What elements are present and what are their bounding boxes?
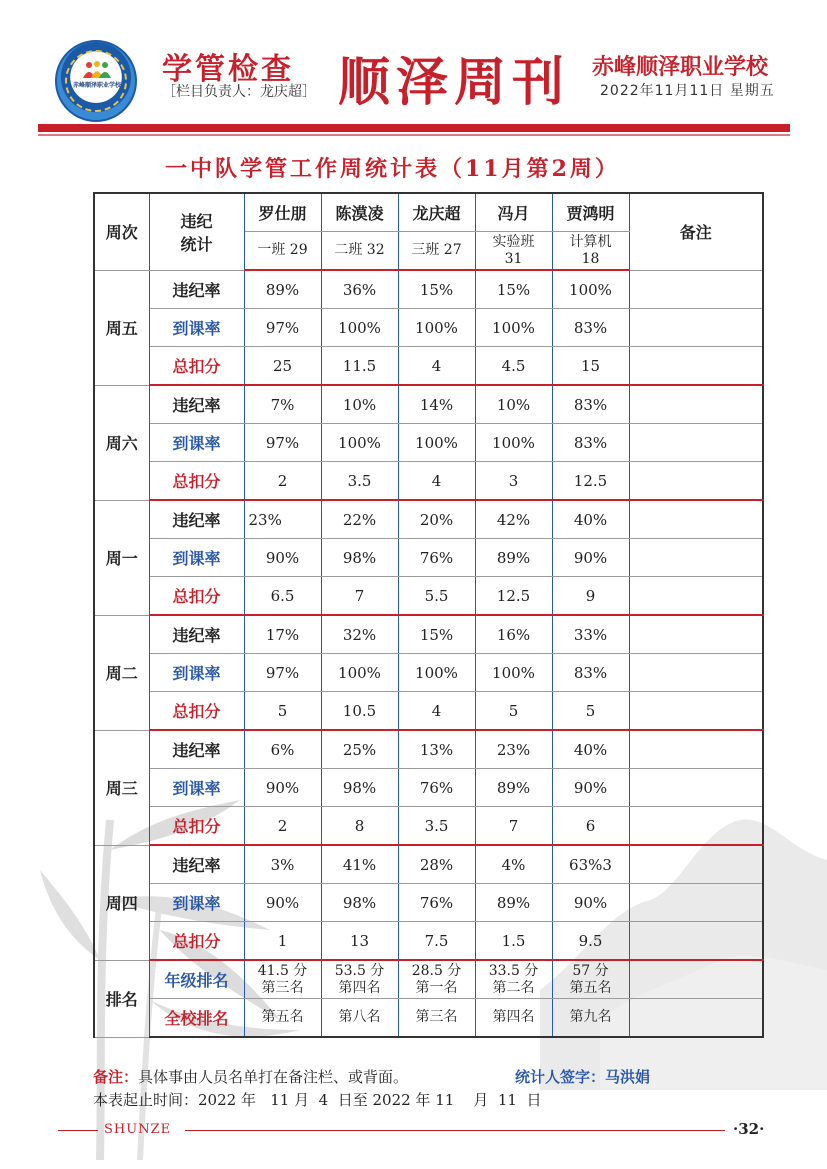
day-label: 周二 — [94, 615, 149, 730]
value-cell: 22% — [321, 500, 398, 539]
value-cell: 76% — [398, 539, 475, 577]
value-cell: 2 — [244, 807, 321, 846]
table-row — [94, 424, 763, 462]
rank-label: 排名 — [94, 960, 149, 1037]
value-cell: 42% — [475, 500, 552, 539]
grade-rank-line: 28.5 分 — [411, 962, 462, 979]
value-cell: 40% — [552, 500, 629, 539]
grade-rank-line: 第四名 — [338, 979, 381, 996]
person-name: 陈漠凌 — [321, 193, 398, 232]
value-cell: 90% — [244, 884, 321, 922]
class-label: 31 — [504, 250, 523, 267]
value-cell: 83% — [552, 654, 629, 692]
value-cell: 3.5 — [321, 462, 398, 501]
header-divider — [38, 124, 790, 132]
value-cell: 2 — [244, 462, 321, 501]
table-row — [94, 845, 763, 884]
page-number: ·32· — [733, 1120, 765, 1138]
remark-cell — [629, 385, 763, 424]
logo-text: 赤峰顺泽职业学校 — [72, 82, 121, 89]
value-cell: 10% — [321, 385, 398, 424]
value-cell: 41% — [321, 845, 398, 884]
class-cell — [244, 232, 321, 271]
value-cell: 16% — [475, 615, 552, 654]
grade-rank-label: 年级排名 — [149, 960, 244, 999]
value-cell: 1.5 — [475, 922, 552, 961]
remark-cell — [629, 577, 763, 616]
class-label: 一班 29 — [257, 242, 308, 258]
remark-cell — [629, 270, 763, 309]
value-cell: 100% — [321, 424, 398, 462]
metric-label: 总扣分 — [149, 807, 244, 846]
remark-cell — [629, 462, 763, 501]
value-cell: 17% — [244, 615, 321, 654]
table-row — [94, 347, 763, 386]
value-cell: 83% — [552, 385, 629, 424]
metric-label: 违纪率 — [149, 615, 244, 654]
value-cell: 3.5 — [398, 807, 475, 846]
remark-note — [93, 1066, 408, 1087]
value-cell: 6 — [552, 807, 629, 846]
value-cell: 89% — [475, 539, 552, 577]
school-rank-cell: 第八名 — [321, 999, 398, 1038]
value-cell: 23% — [244, 500, 321, 539]
metric-label: 总扣分 — [149, 922, 244, 961]
value-cell: 100% — [398, 309, 475, 347]
value-cell: 7% — [244, 385, 321, 424]
stat-header — [149, 193, 244, 270]
value-cell: 14% — [398, 385, 475, 424]
value-cell: 5 — [552, 692, 629, 731]
person-name: 贾鸿明 — [552, 193, 629, 232]
metric-label: 违纪率 — [149, 845, 244, 884]
table-row — [94, 692, 763, 731]
metric-label: 到课率 — [149, 309, 244, 347]
class-cell — [321, 232, 398, 271]
remark-cell — [629, 692, 763, 731]
value-cell: 100% — [321, 309, 398, 347]
table-row — [94, 539, 763, 577]
grade-rank-line: 第一名 — [415, 979, 458, 996]
school-rank-cell: 第四名 — [475, 999, 552, 1038]
issue-date: 2022年11月11日 星期五 — [600, 83, 775, 99]
stat-header-line: 统计 — [180, 234, 213, 254]
table-row — [94, 769, 763, 807]
metric-label: 总扣分 — [149, 462, 244, 501]
value-cell: 23% — [475, 730, 552, 769]
remark-cell — [629, 884, 763, 922]
metric-label: 违纪率 — [149, 385, 244, 424]
table-title: 一中队学管工作周统计表（11月第2周） — [165, 156, 620, 182]
value-cell: 4% — [475, 845, 552, 884]
table-row — [94, 462, 763, 501]
table-row — [94, 654, 763, 692]
value-cell: 33% — [552, 615, 629, 654]
table-row — [94, 807, 763, 846]
value-cell: 89% — [475, 769, 552, 807]
value-cell: 100% — [475, 654, 552, 692]
value-cell: 10% — [475, 385, 552, 424]
metric-label: 违纪率 — [149, 500, 244, 539]
value-cell: 9 — [552, 577, 629, 616]
value-cell: 90% — [552, 539, 629, 577]
magazine-title: 顺泽周刊 — [338, 52, 571, 113]
value-cell: 83% — [552, 309, 629, 347]
footer-rule-left — [58, 1130, 98, 1131]
remark-cell — [629, 845, 763, 884]
value-cell: 90% — [244, 539, 321, 577]
grade-rank-cell — [321, 960, 398, 999]
value-cell: 13% — [398, 730, 475, 769]
person-name: 龙庆超 — [398, 193, 475, 232]
value-cell: 97% — [244, 424, 321, 462]
value-cell: 8 — [321, 807, 398, 846]
value-cell: 7.5 — [398, 922, 475, 961]
value-cell: 90% — [552, 769, 629, 807]
school-rank-label: 全校排名 — [149, 999, 244, 1038]
value-cell: 5.5 — [398, 577, 475, 616]
class-label: 实验班 — [492, 233, 535, 250]
page-header — [0, 0, 827, 140]
value-cell: 76% — [398, 769, 475, 807]
grade-rank-line: 第二名 — [492, 979, 535, 996]
rank-row-school — [94, 999, 763, 1038]
value-cell: 6% — [244, 730, 321, 769]
value-cell: 100% — [552, 270, 629, 309]
value-cell: 12.5 — [475, 577, 552, 616]
footer-rule-right — [185, 1130, 725, 1131]
metric-label: 总扣分 — [149, 692, 244, 731]
table-row — [94, 309, 763, 347]
grade-rank-line: 33.5 分 — [488, 962, 539, 979]
grade-rank-cell — [244, 960, 321, 999]
value-cell: 76% — [398, 884, 475, 922]
value-cell: 1 — [244, 922, 321, 961]
value-cell: 89% — [244, 270, 321, 309]
value-cell: 5 — [244, 692, 321, 731]
school-rank-cell: 第五名 — [244, 999, 321, 1038]
grade-rank-line: 53.5 分 — [334, 962, 385, 979]
value-cell: 4 — [398, 347, 475, 386]
week-header: 周次 — [94, 193, 149, 270]
value-cell: 97% — [244, 654, 321, 692]
metric-label: 总扣分 — [149, 347, 244, 386]
remark-cell — [629, 922, 763, 961]
value-cell: 63%3 — [552, 845, 629, 884]
school-logo — [55, 40, 137, 122]
day-label: 周一 — [94, 500, 149, 615]
value-cell: 28% — [398, 845, 475, 884]
day-label: 周三 — [94, 730, 149, 845]
metric-label: 到课率 — [149, 539, 244, 577]
people-icon — [81, 60, 113, 80]
class-label: 二班 32 — [334, 242, 385, 258]
remark-cell — [629, 769, 763, 807]
metric-label: 违纪率 — [149, 730, 244, 769]
class-label: 三班 27 — [411, 242, 462, 258]
value-cell: 40% — [552, 730, 629, 769]
value-cell: 100% — [475, 424, 552, 462]
value-cell: 100% — [321, 654, 398, 692]
grade-rank-cell — [552, 960, 629, 999]
stat-header-line: 违纪 — [180, 211, 213, 231]
remark-cell — [629, 424, 763, 462]
value-cell: 5 — [475, 692, 552, 731]
grade-rank-line: 第三名 — [261, 979, 304, 996]
value-cell: 20% — [398, 500, 475, 539]
class-cell — [475, 232, 552, 271]
value-cell: 100% — [398, 654, 475, 692]
metric-label: 总扣分 — [149, 577, 244, 616]
value-cell: 10.5 — [321, 692, 398, 731]
table-row — [94, 884, 763, 922]
metric-label: 到课率 — [149, 424, 244, 462]
value-cell: 25% — [321, 730, 398, 769]
value-cell: 25 — [244, 347, 321, 386]
grade-rank-cell — [475, 960, 552, 999]
remark-cell — [629, 539, 763, 577]
value-cell: 12.5 — [552, 462, 629, 501]
grade-rank-line: 57 分 — [572, 962, 609, 979]
person-name: 冯月 — [475, 193, 552, 232]
value-cell: 97% — [244, 309, 321, 347]
value-cell: 3% — [244, 845, 321, 884]
day-label: 周六 — [94, 385, 149, 500]
period: 本表起止时间：2022 年 11 月 4 日至 2022 年 11 月 11 日 — [93, 1091, 542, 1109]
grade-rank-line: 41.5 分 — [257, 962, 308, 979]
value-cell: 7 — [321, 577, 398, 616]
remark-cell — [629, 999, 763, 1038]
grade-rank-line: 第五名 — [569, 979, 612, 996]
remark-cell — [629, 615, 763, 654]
metric-label: 到课率 — [149, 769, 244, 807]
table-row — [94, 922, 763, 961]
value-cell: 7 — [475, 807, 552, 846]
value-cell: 83% — [552, 424, 629, 462]
class-cell — [398, 232, 475, 271]
value-cell: 6.5 — [244, 577, 321, 616]
section-title: 学管检查 — [162, 52, 294, 87]
day-label: 周四 — [94, 845, 149, 960]
remark-cell — [629, 807, 763, 846]
value-cell: 4 — [398, 462, 475, 501]
remark-header: 备注 — [629, 193, 763, 270]
table-row — [94, 270, 763, 309]
value-cell: 90% — [244, 769, 321, 807]
value-cell: 32% — [321, 615, 398, 654]
stats-table — [93, 192, 764, 1038]
value-cell: 100% — [398, 424, 475, 462]
table-row — [94, 730, 763, 769]
grade-rank-cell — [398, 960, 475, 999]
value-cell: 98% — [321, 539, 398, 577]
value-cell: 13 — [321, 922, 398, 961]
value-cell: 90% — [552, 884, 629, 922]
value-cell: 15 — [552, 347, 629, 386]
remark-cell — [629, 654, 763, 692]
table-row — [94, 615, 763, 654]
header-row — [94, 193, 763, 232]
school-rank-cell: 第三名 — [398, 999, 475, 1038]
table-row — [94, 385, 763, 424]
signer: 统计人签字：马洪娟 — [515, 1068, 651, 1086]
footer-brand: SHUNZE — [104, 1122, 172, 1137]
value-cell: 15% — [398, 615, 475, 654]
day-label: 周五 — [94, 270, 149, 385]
remark-label: 备注： — [93, 1068, 139, 1086]
remark-cell — [629, 500, 763, 539]
value-cell: 11.5 — [321, 347, 398, 386]
metric-label: 违纪率 — [149, 270, 244, 309]
metric-label: 到课率 — [149, 884, 244, 922]
remark-cell — [629, 730, 763, 769]
value-cell: 100% — [475, 309, 552, 347]
value-cell: 98% — [321, 769, 398, 807]
remark-cell — [629, 309, 763, 347]
school-name: 赤峰顺泽职业学校 — [592, 55, 769, 80]
table-row — [94, 500, 763, 539]
class-label: 计算机 — [569, 233, 612, 250]
remark-cell — [629, 960, 763, 999]
value-cell: 89% — [475, 884, 552, 922]
school-rank-cell: 第九名 — [552, 999, 629, 1038]
header-divider-thin — [38, 134, 790, 136]
metric-label: 到课率 — [149, 654, 244, 692]
value-cell: 15% — [475, 270, 552, 309]
table-row — [94, 577, 763, 616]
class-cell — [552, 232, 629, 271]
value-cell: 36% — [321, 270, 398, 309]
value-cell: 4 — [398, 692, 475, 731]
class-label: 18 — [581, 250, 600, 267]
rank-row-grade — [94, 960, 763, 999]
person-name: 罗仕朋 — [244, 193, 321, 232]
value-cell: 9.5 — [552, 922, 629, 961]
value-cell: 15% — [398, 270, 475, 309]
section-editor: ［栏目负责人：龙庆超］ — [162, 84, 316, 100]
value-cell: 98% — [321, 884, 398, 922]
value-cell: 3 — [475, 462, 552, 501]
value-cell: 4.5 — [475, 347, 552, 386]
remark-cell — [629, 347, 763, 386]
remark-text: 具体事由人员名单打在备注栏、或背面。 — [138, 1068, 409, 1086]
